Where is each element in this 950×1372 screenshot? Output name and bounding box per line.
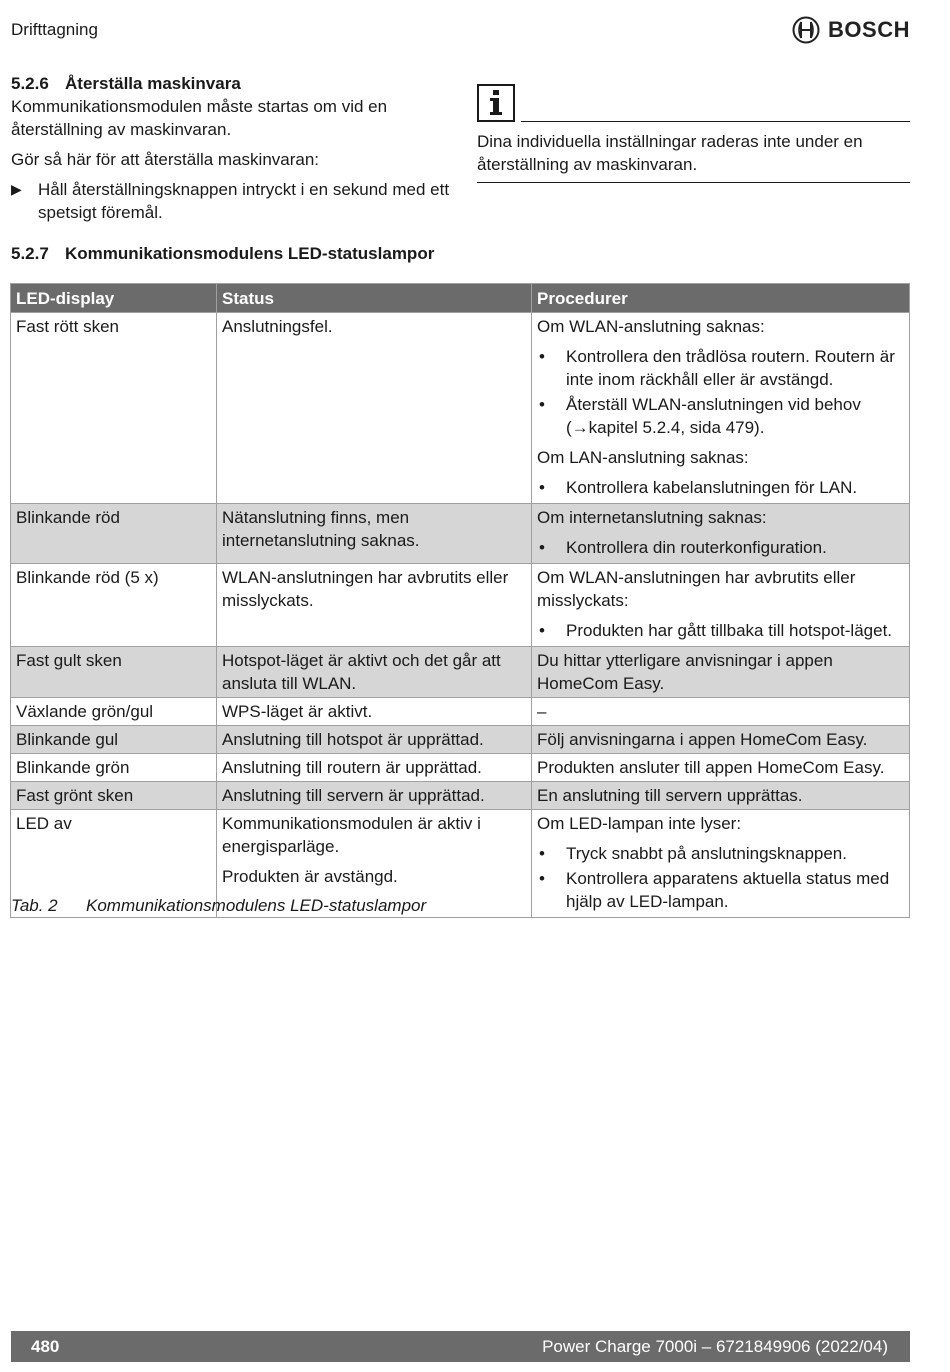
bosch-logo (792, 16, 910, 44)
list-item-text: Återställ WLAN-anslutningen vid behov (→kapitel 5.2.4, sida 479). (566, 395, 861, 437)
led-status-table (10, 283, 910, 918)
page-number: 480 (31, 1337, 60, 1356)
table-row (11, 726, 910, 754)
cell-status (217, 647, 532, 698)
procedure-text: Om LAN-anslutning saknas: (537, 448, 749, 467)
status-text: Nätanslutning finns, men internetanslutning saknas. (222, 508, 420, 550)
cell-status (217, 754, 532, 782)
status-text: WPS-läget är aktivt. (222, 702, 373, 721)
list-item (537, 842, 904, 865)
list-item-text: Kontrollera din routerkonfiguration. (566, 538, 827, 557)
table-row (11, 698, 910, 726)
procedure-bullet-list (537, 619, 904, 642)
procedure-text: Följ anvisningarna i appen HomeCom Easy. (537, 730, 868, 749)
bullet-dot-icon: • (539, 478, 545, 497)
list-item (537, 619, 904, 642)
cell-led-display: Fast grönt sken (11, 782, 217, 810)
column-header-procedures: Procedurer (532, 284, 910, 313)
procedure-bullet-list (537, 345, 904, 439)
list-item (537, 867, 904, 913)
table-row (11, 647, 910, 698)
status-text: Anslutningsfel. (222, 317, 333, 336)
list-item-text: Tryck snabbt på anslutningsknappen. (566, 844, 847, 863)
procedure-bullet-list (537, 842, 904, 913)
section-527-heading (11, 244, 434, 264)
cell-procedures (532, 810, 910, 918)
bullet-dot-icon: • (539, 395, 545, 414)
section-526-lead: Gör så här för att återställa maskinvaran: (11, 150, 320, 169)
list-item (537, 536, 904, 559)
page-footer (11, 1331, 910, 1362)
procedure-bullet-list (537, 536, 904, 559)
table-caption-text: Kommunikationsmodulens LED-statuslampor (86, 896, 427, 915)
table-header-row (11, 284, 910, 313)
list-item (537, 393, 904, 439)
bullet-dot-icon: • (539, 538, 545, 557)
cell-procedures (532, 782, 910, 810)
section-526-intro: Kommunikationsmodulen måste startas om vid en återställning av maskinvaran. (11, 97, 388, 139)
section-526-number: 5.2.6 (11, 74, 49, 93)
cell-status (217, 313, 532, 504)
cell-led-display: Växlande grön/gul (11, 698, 217, 726)
bullet-dot-icon: • (539, 347, 545, 366)
list-item-text: Kontrollera kabelanslutningen för LAN. (566, 478, 858, 497)
cell-procedures (532, 754, 910, 782)
bosch-logo-icon (792, 16, 820, 44)
cell-status (217, 782, 532, 810)
section-527-title: Kommunikationsmodulens LED-statuslampor (65, 244, 435, 263)
cell-procedures (532, 313, 910, 504)
list-item (537, 345, 904, 391)
status-text: Produkten är avstängd. (222, 867, 398, 886)
status-text: Kommunikationsmodulen är aktiv i energisparläge. (222, 814, 481, 856)
bullet-dot-icon: • (539, 844, 545, 863)
procedure-text: Produkten ansluter till appen HomeCom Easy. (537, 758, 885, 777)
table-row (11, 313, 910, 504)
section-526-title: Återställa maskinvara (65, 74, 241, 93)
section-527-number: 5.2.7 (11, 244, 49, 263)
cell-led-display: Blinkande grön (11, 754, 217, 782)
cell-led-display: LED av (11, 810, 217, 918)
info-icon (477, 84, 515, 122)
cell-procedures (532, 726, 910, 754)
status-text: Anslutning till servern är upprättad. (222, 786, 485, 805)
list-item (537, 476, 904, 499)
cell-status (217, 564, 532, 647)
table-caption-label: Tab. 2 (11, 896, 58, 915)
note-divider (521, 121, 910, 122)
cell-led-display: Blinkande gul (11, 726, 217, 754)
procedure-text: Om WLAN-anslutningen har avbrutits eller misslyckats: (537, 568, 856, 610)
bosch-wordmark: BOSCH (828, 17, 910, 42)
bullet-dot-icon: • (539, 621, 545, 640)
procedure-text: Om WLAN-anslutning saknas: (537, 317, 765, 336)
cell-status (217, 698, 532, 726)
cell-status (217, 726, 532, 754)
column-header-status: Status (217, 284, 532, 313)
procedure-text: – (537, 702, 547, 721)
cell-procedures (532, 647, 910, 698)
status-text: Anslutning till hotspot är upprättad. (222, 730, 484, 749)
cell-led-display: Fast gult sken (11, 647, 217, 698)
info-note-text: Dina individuella inställningar raderas inte under en återställning av maskinvaran. (477, 122, 910, 183)
table-row (11, 504, 910, 564)
procedure-text: En anslutning till servern upprättas. (537, 786, 803, 805)
section-526-step-text: Håll återställningsknappen intryckt i en sekund med ett spetsigt föremål. (38, 180, 450, 222)
triangle-bullet-icon: ▶ (11, 181, 22, 197)
cell-procedures (532, 504, 910, 564)
table-row (11, 754, 910, 782)
cell-led-display: Fast rött sken (11, 313, 217, 504)
status-text: Hotspot-läget är aktivt och det går att ansluta till WLAN. (222, 651, 501, 693)
procedure-text: Om internetanslutning saknas: (537, 508, 767, 527)
list-item-text: Kontrollera apparatens aktuella status med hjälp av LED-lampan. (566, 869, 890, 911)
table-row (11, 564, 910, 647)
procedure-bullet-list (537, 476, 904, 499)
table-caption (11, 896, 426, 916)
section-526 (11, 72, 451, 224)
cell-status (217, 504, 532, 564)
list-item-text: Kontrollera den trådlösa routern. Routern är inte inom räckhåll eller är avstängd. (566, 347, 895, 389)
cell-led-display: Blinkande röd (5 x) (11, 564, 217, 647)
info-note (477, 84, 910, 183)
table-row (11, 782, 910, 810)
product-info: Power Charge 7000i – 6721849906 (2022/04) (542, 1337, 888, 1356)
cell-led-display: Blinkande röd (11, 504, 217, 564)
bullet-dot-icon: • (539, 869, 545, 888)
running-header: Drifttagning (11, 20, 98, 39)
section-526-step (11, 178, 451, 224)
status-text: WLAN-anslutningen har avbrutits eller misslyckats. (222, 568, 509, 610)
list-item-text: Produkten har gått tillbaka till hotspot-läget. (566, 621, 893, 640)
procedure-text: Du hittar ytterligare anvisningar i appen HomeCom Easy. (537, 651, 833, 693)
cell-procedures (532, 698, 910, 726)
procedure-text: Om LED-lampan inte lyser: (537, 814, 742, 833)
cell-procedures (532, 564, 910, 647)
column-header-led: LED-display (11, 284, 217, 313)
section-526-heading (11, 72, 451, 95)
status-text: Anslutning till routern är upprättad. (222, 758, 482, 777)
